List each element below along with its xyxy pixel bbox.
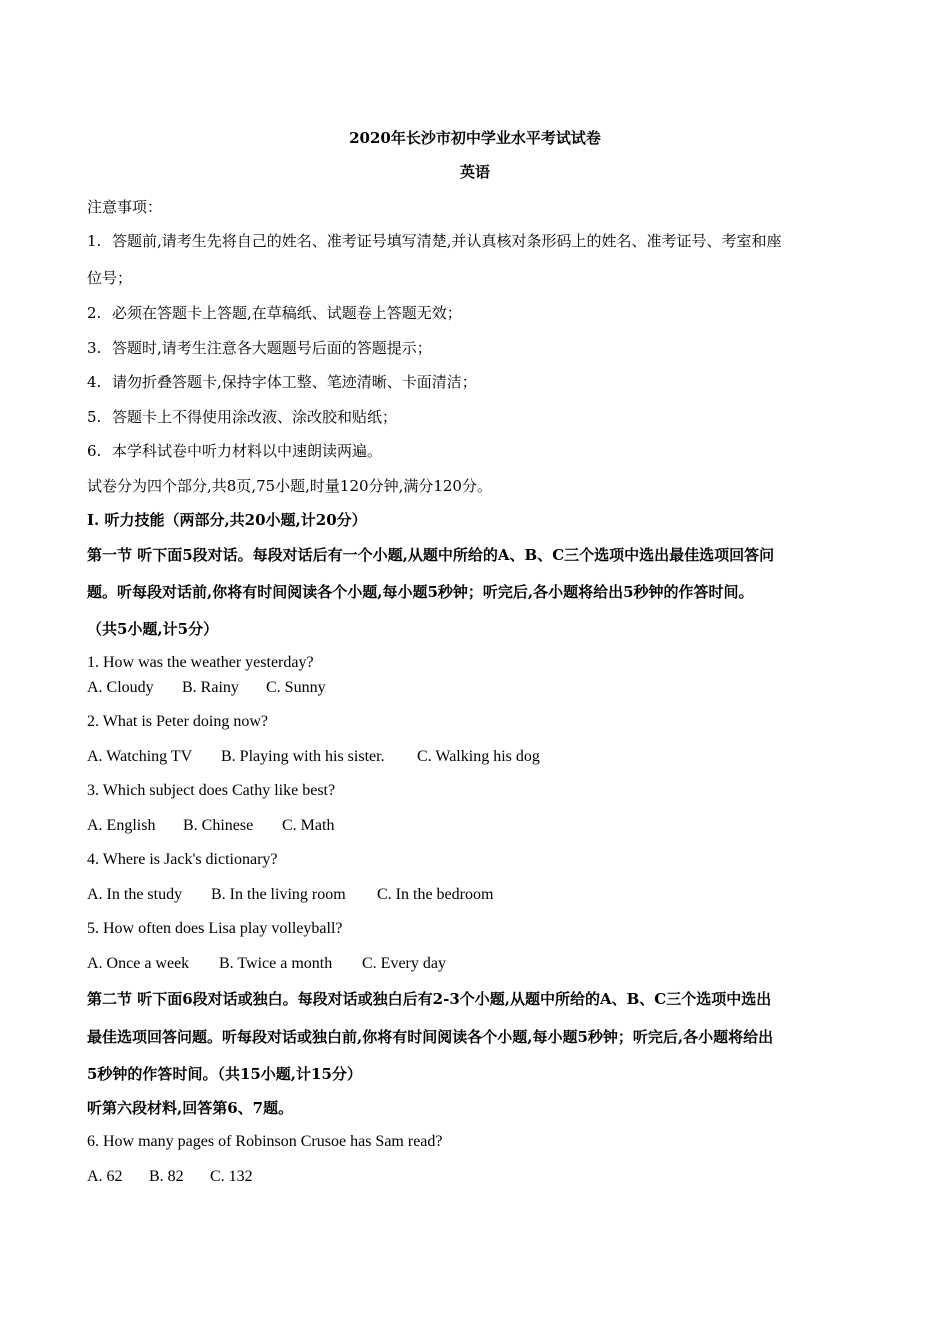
question-options (87, 954, 877, 974)
option: B. Rainy (182, 679, 239, 696)
option: B. Chinese (183, 817, 254, 834)
option: B. Twice a month (219, 955, 333, 972)
notice-number: 1. (87, 232, 102, 250)
question-options (87, 747, 877, 767)
option: C. Math (282, 817, 335, 834)
notice-text: 请勿折叠答题卡,保持字体工整、笔迹清晰、卡面清洁； (112, 373, 477, 391)
question-text: 5. How often does Lisa play volleyball? (87, 920, 343, 937)
exam-title: 2020年长沙市初中学业水平考试试卷 (349, 129, 601, 147)
notice-text: 答题前,请考生先将自己的姓名、准考证号填写清楚,并认真核对条形码上的姓名、准考证号、考室和座 (112, 232, 782, 250)
option: C. 132 (210, 1168, 253, 1185)
question-options (87, 885, 877, 905)
section1-instructions: 第一节 听下面5段对话。每段对话后有一个小题,从题中所给的A、B、C三个选项中选出最佳选项回答问 (87, 546, 775, 564)
exam-summary: 试卷分为四个部分,共8页,75小题,时量120分钟,满分120分。 (87, 477, 492, 495)
section2-instructions: 最佳选项回答问题。听每段对话或独白前,你将有时间阅读各个小题,每小题5秒钟；听完后,各小题将给出 (87, 1028, 774, 1046)
notice-number: 2. (87, 304, 102, 322)
section2-instructions: 第二节 听下面6段对话或独白。每段对话或独白后有2-3个小题,从题中所给的A、B、C三个选项中选出 (87, 990, 772, 1008)
notice-number: 4. (87, 373, 102, 391)
notice-item (87, 441, 877, 461)
option: A. Once a week (87, 955, 190, 972)
question-text: 2. What is Peter doing now? (87, 713, 269, 730)
notice-text: 位号； (87, 269, 133, 287)
question-options (87, 1167, 877, 1187)
question-text: 4. Where is Jack's dictionary? (87, 851, 278, 868)
option: A. In the study (87, 886, 183, 903)
question-text: 3. Which subject does Cathy like best? (87, 782, 336, 799)
option: B. In the living room (211, 886, 346, 903)
notice-number: 3. (87, 339, 102, 357)
notice-item (87, 231, 877, 251)
option: C. In the bedroom (377, 886, 494, 903)
option: B. 82 (149, 1168, 184, 1185)
section1-instructions: 题。听每段对话前,你将有时间阅读各个小题,每小题5秒钟；听完后,各小题将给出5秒钟的作答时间。 (87, 583, 754, 601)
option: C. Sunny (266, 679, 326, 696)
notice-text: 本学科试卷中听力材料以中速朗读两遍。 (112, 442, 383, 460)
question-text: 6. How many pages of Robinson Crusoe has Sam read? (87, 1133, 443, 1150)
notice-number: 6. (87, 442, 102, 460)
option: B. Playing with his sister. (221, 748, 385, 765)
option: A. Watching TV (87, 748, 193, 765)
section2-instructions: 5秒钟的作答时间。（共15小题,计15分） (87, 1065, 362, 1083)
notice-item (87, 338, 877, 358)
question-options (87, 678, 877, 698)
notice-item (87, 407, 877, 427)
notice-item-continuation (87, 268, 877, 288)
option: C. Every day (362, 955, 446, 972)
option: A. 62 (87, 1168, 123, 1185)
question-text: 1. How was the weather yesterday? (87, 654, 314, 671)
part1-heading: I. 听力技能（两部分,共20小题,计20分） (87, 511, 367, 529)
notice-text: 答题卡上不得使用涂改液、涂改胶和贴纸； (112, 408, 398, 426)
option: C. Walking his dog (417, 748, 540, 765)
notice-text: 必须在答题卡上答题,在草稿纸、试题卷上答题无效； (112, 304, 462, 322)
option: A. Cloudy (87, 679, 154, 696)
question-options (87, 816, 877, 836)
section1-instructions: （共5小题,计5分） (87, 620, 219, 638)
notice-item (87, 372, 877, 392)
notice-item (87, 303, 877, 323)
option: A. English (87, 817, 156, 834)
exam-subject: 英语 (459, 163, 490, 181)
notice-text: 答题时,请考生注意各大题题号后面的答题提示； (112, 339, 432, 357)
material6-heading: 听第六段材料,回答第6、7题。 (87, 1099, 294, 1117)
notice-heading: 注意事项： (87, 198, 163, 216)
notice-number: 5. (87, 408, 102, 426)
